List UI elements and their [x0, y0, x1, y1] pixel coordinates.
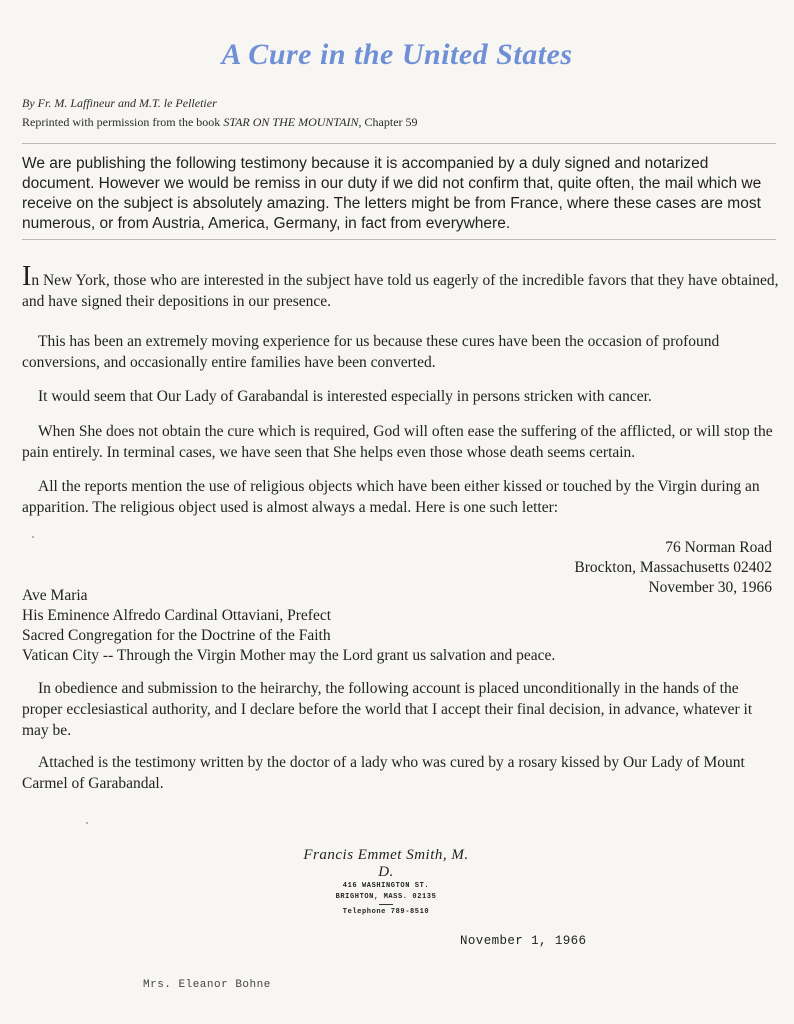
reprint-book-title: STAR ON THE MOUNTAIN	[223, 115, 359, 129]
letter-paragraph-2: Attached is the testimony written by the doctor of a lady who was cured by a rosary kissed by Our Lady of Mount Carmel of Garabandal.	[22, 754, 745, 792]
scan-speck	[32, 536, 34, 538]
recipient-line-2: Sacred Congregation for the Doctrine of the Faith	[22, 627, 331, 644]
intro-paragraph: We are publishing the following testimony because it is accompanied by a duly signed and notarized document. However we would be remiss in our duty if we did not confirm that, quite often, the mail which we receive on the subject is absolutely amazing. The letters might be from France, where these cases are most numerous, or from Austria, America, Germany, in fact from everywhere.	[22, 155, 762, 232]
drop-cap: I	[22, 261, 32, 292]
address-date: November 30, 1966	[648, 579, 772, 596]
letterhead-phone: Telephone 789-8510	[342, 908, 430, 916]
recipient-line-1: His Eminence Alfredo Cardinal Ottaviani, Prefect	[22, 607, 332, 624]
reprint-suffix: , Chapter 59	[358, 115, 418, 129]
letterhead-name: Francis Emmet Smith, M. D.	[303, 847, 469, 880]
sender-address	[574, 538, 772, 598]
salutation: Ave Maria	[22, 587, 88, 604]
divider-bottom	[22, 239, 776, 240]
body-paragraph-3: It would seem that Our Lady of Garabandal is interested especially in persons stricken with cancer.	[38, 388, 652, 405]
letterhead-city: BRIGHTON, MASS. 02135	[335, 893, 437, 901]
recipient-line-3: Vatican City -- Through the Virgin Mother may the Lord grant us salvation and peace.	[22, 647, 556, 664]
divider-top	[22, 143, 776, 144]
letter-paragraph-1: In obedience and submission to the heirarchy, the following account is placed unconditionally in the hands of the proper ecclesiastical authority, and I declare before the world that I accept their final decision, in advance, whatever it may be.	[22, 680, 753, 739]
body-paragraph-1	[22, 261, 782, 312]
body-paragraph-5: All the reports mention the use of religious objects which have been either kissed or touched by the Virgin during an apparition. The religious object used is almost always a medal. Here is one such letter:	[22, 478, 760, 516]
address-street: 76 Norman Road	[665, 539, 772, 556]
cutoff-text: Mrs. Eleanor Bohne	[143, 979, 271, 987]
letterhead-date: November 1, 1966	[460, 934, 587, 948]
page-title: A Cure in the United States	[221, 38, 573, 71]
scan-speck	[86, 822, 88, 824]
body-paragraph-2: This has been an extremely moving experience for us because these cures have been the occasion of profound conversions, and occasionally entire families have been converted.	[22, 333, 720, 371]
reprint-note	[22, 115, 418, 130]
body-paragraph-4: When She does not obtain the cure which is required, God will often ease the suffering of the afflicted, or will stop the pain entirely. In terminal cases, we have seen that She helps even those whose death seems certain.	[22, 423, 773, 461]
letterhead-divider	[379, 904, 393, 905]
reprint-prefix: Reprinted with permission from the book	[22, 115, 224, 129]
letterhead-street: 416 WASHINGTON ST.	[342, 882, 430, 890]
doctor-letterhead	[296, 847, 476, 918]
byline: By Fr. M. Laffineur and M.T. le Pelletier	[22, 96, 217, 110]
recipient-block	[22, 586, 555, 666]
body-paragraph-1-text: n New York, those who are interested in the subject have told us eagerly of the incredible favors that they have obtained, and have signed their depositions in our presence.	[22, 272, 779, 310]
cutoff-text-line	[143, 979, 283, 987]
address-city: Brockton, Massachusetts 02402	[574, 559, 772, 576]
